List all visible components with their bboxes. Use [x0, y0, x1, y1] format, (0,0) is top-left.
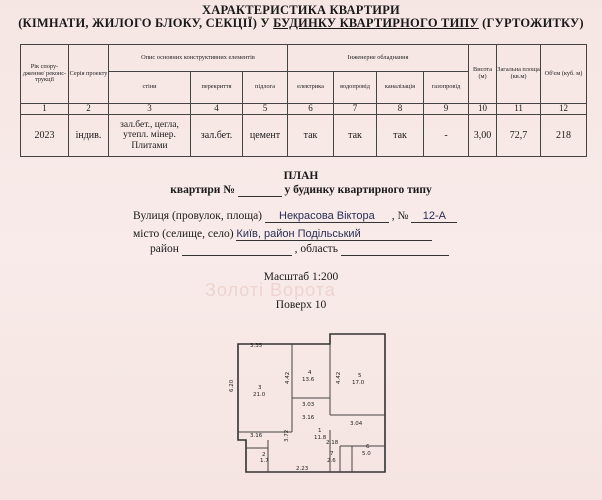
plan-title: ПЛАН [283, 170, 319, 182]
room-3 [253, 385, 266, 398]
street-label: Вулиця (провулок, площа) [133, 210, 262, 222]
dim-label: 3.72 [284, 429, 290, 442]
svg-text:13.6: 13.6 [302, 377, 315, 383]
col-num: 2 [69, 104, 109, 115]
col-num: 4 [191, 104, 243, 115]
val-floor: цемент [243, 115, 288, 157]
th-walls: стіни [109, 72, 191, 104]
col-num: 11 [497, 104, 541, 115]
col-num: 8 [377, 104, 424, 115]
th-engineering: Інженерне обладнання [288, 45, 469, 72]
svg-text:6: 6 [366, 444, 370, 450]
dim-label: 3.16 [302, 415, 315, 421]
number-label: , № [391, 210, 409, 222]
dim-label: 3.16 [250, 433, 263, 439]
th-total-area: Загальна площа (кв.м) [497, 45, 541, 104]
val-sewer: так [377, 115, 424, 157]
scale-label: Масштаб 1:200 [263, 271, 339, 283]
th-height: Висота (м) [469, 45, 497, 104]
svg-text:7: 7 [330, 451, 334, 457]
svg-text:1.7: 1.7 [260, 458, 269, 464]
th-sewer: каналізація [377, 72, 424, 104]
th-constructive: Опис основних конструктивних елементів [109, 45, 288, 72]
th-volume: Об'єм (куб. м) [541, 45, 587, 104]
plan-subtitle-b: у будинку квартирного типу [284, 184, 432, 196]
col-num: 12 [541, 104, 587, 115]
number-value: 12-А [411, 210, 457, 223]
room-5 [352, 373, 365, 386]
th-water: водопровід [334, 72, 377, 104]
svg-text:17.0: 17.0 [352, 380, 365, 386]
col-num: 9 [424, 104, 469, 115]
val-series: індив. [69, 115, 109, 157]
svg-text:2: 2 [262, 452, 266, 458]
col-num: 7 [334, 104, 377, 115]
th-year: Рік спору-дження/ реконс-трукції [21, 45, 69, 104]
svg-text:5.0: 5.0 [362, 451, 371, 457]
svg-text:21.0: 21.0 [253, 392, 266, 398]
col-num: 5 [243, 104, 288, 115]
svg-text:5: 5 [358, 373, 362, 379]
col-num: 1 [21, 104, 69, 115]
svg-text:4: 4 [308, 370, 312, 376]
svg-text:11.8: 11.8 [314, 435, 327, 441]
dim-label: 4.42 [285, 371, 291, 384]
th-floor: підлога [243, 72, 288, 104]
col-num: 10 [469, 104, 497, 115]
header-line2-c: (ГУРТОЖИТКУ) [482, 16, 584, 30]
val-walls: зал.бет., цегла, утепл. мінер. Плитами [109, 115, 191, 157]
header-line1: ХАРАКТЕРИСТИКА КВАРТИРИ [202, 3, 400, 17]
val-gas: - [424, 115, 469, 157]
street-value: Некрасова Віктора [265, 210, 389, 223]
dim-label: 2.18 [326, 440, 339, 446]
val-floors: зал.бет. [191, 115, 243, 157]
svg-text:2.6: 2.6 [327, 458, 336, 464]
watermark: Золоті Ворота [205, 280, 336, 300]
dim-label: 6.20 [229, 379, 235, 392]
col-num: 6 [288, 104, 334, 115]
plan-subtitle-a: квартири № [170, 184, 235, 196]
header-line2-b: БУДИНКУ КВАРТИРНОГО ТИПУ [273, 16, 479, 30]
val-electric: так [288, 115, 334, 157]
th-electric: електрика [288, 72, 334, 104]
region-label: , область [294, 243, 338, 255]
svg-text:3: 3 [258, 385, 262, 391]
dim-label: 4.42 [336, 371, 342, 384]
city-label: місто (селище, село) [133, 228, 234, 240]
val-volume: 218 [541, 115, 587, 157]
room-7 [327, 451, 336, 464]
dim-label: 2.23 [296, 466, 309, 472]
val-total-area: 72,7 [497, 115, 541, 157]
room-1 [314, 428, 327, 441]
room-4 [302, 370, 315, 383]
dim-label: 3.35 [250, 343, 263, 349]
header-line2-a: (КІМНАТИ, ЖИЛОГО БЛОКУ, СЕКЦІЇ) У [18, 16, 270, 30]
th-floors: перекриття [191, 72, 243, 104]
floor-label: Поверх 10 [275, 299, 327, 311]
dim-label: 3.03 [302, 402, 315, 408]
val-height: 3,00 [469, 115, 497, 157]
th-gas: газопровід [424, 72, 469, 104]
val-water: так [334, 115, 377, 157]
svg-text:1: 1 [318, 428, 322, 434]
district-label: район [150, 243, 179, 255]
city-value: Київ, район Подільський [236, 228, 432, 241]
dim-label: 3.04 [350, 421, 363, 427]
th-series: Серія проекту [69, 45, 109, 104]
val-year: 2023 [21, 115, 69, 157]
col-num: 3 [109, 104, 191, 115]
